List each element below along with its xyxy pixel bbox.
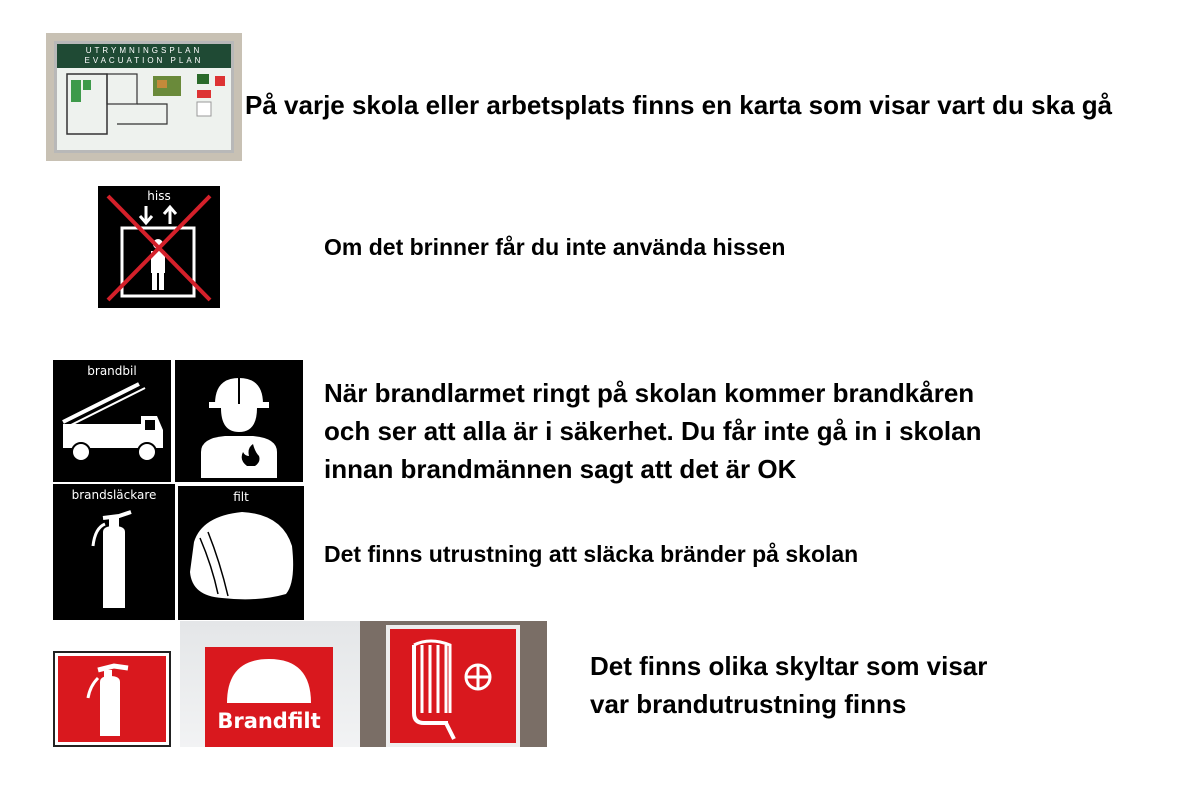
brandfilt-sign xyxy=(205,647,333,747)
blanket-sign xyxy=(178,486,304,620)
no-elevator-sign-label: hiss xyxy=(147,189,171,203)
extinguisher-icon xyxy=(58,656,166,742)
fire-truck-icon xyxy=(53,360,171,482)
evacuation-plan-photo xyxy=(46,33,242,161)
hose-reel-sign xyxy=(386,625,520,747)
fire-truck-sign-label: brandbil xyxy=(87,364,137,378)
plan-title-english: EVACUATION PLAN xyxy=(84,56,204,65)
elevator-icon xyxy=(98,186,220,308)
extinguisher-sign xyxy=(53,484,175,620)
signs-text xyxy=(590,647,987,723)
firefighter-icon xyxy=(175,360,303,482)
brandfilt-sign-photo xyxy=(180,621,364,747)
red-extinguisher-sign xyxy=(53,651,171,747)
fire-brigade-text-line-2: och ser att alla är i säkerhet. Du får inte gå in i skolan xyxy=(324,416,982,446)
no-elevator-sign xyxy=(98,186,220,308)
hose-reel-sign-photo xyxy=(360,621,547,747)
brandfilt-label: Brandfilt xyxy=(217,709,321,733)
fire-brigade-text-line-1: När brandlarmet ringt på skolan kommer brandkåren xyxy=(324,378,975,408)
fire-brigade-text xyxy=(324,374,981,488)
fire-brigade-text-line-3: innan brandmännen sagt att det är OK xyxy=(324,454,797,484)
fire-truck-sign xyxy=(53,360,171,482)
evacuation-plan-text: På varje skola eller arbetsplats finns en karta som visar vart du ska gå xyxy=(245,90,1113,120)
evacuation-plan xyxy=(54,41,234,153)
hose-reel-icon xyxy=(390,629,516,743)
no-elevator-text: Om det brinner får du inte använda hissen xyxy=(324,234,786,260)
extinguisher-icon xyxy=(53,484,175,620)
signs-text-line-1: Det finns olika skyltar som visar xyxy=(590,651,988,681)
evacuation-plan-header xyxy=(57,44,231,68)
signs-text-line-2: var brandutrustning finns xyxy=(590,689,907,719)
blanket-icon xyxy=(178,486,304,620)
equipment-text: Det finns utrustning att släcka bränder på skolan xyxy=(324,541,859,567)
extinguisher-sign-label: brandsläckare xyxy=(71,488,157,502)
blanket-sign-label: filt xyxy=(233,490,249,504)
plan-title-swedish: UTRYMNINGSPLAN xyxy=(85,46,203,55)
firefighter-sign xyxy=(175,360,303,482)
floor-plan-drawing xyxy=(57,68,234,153)
